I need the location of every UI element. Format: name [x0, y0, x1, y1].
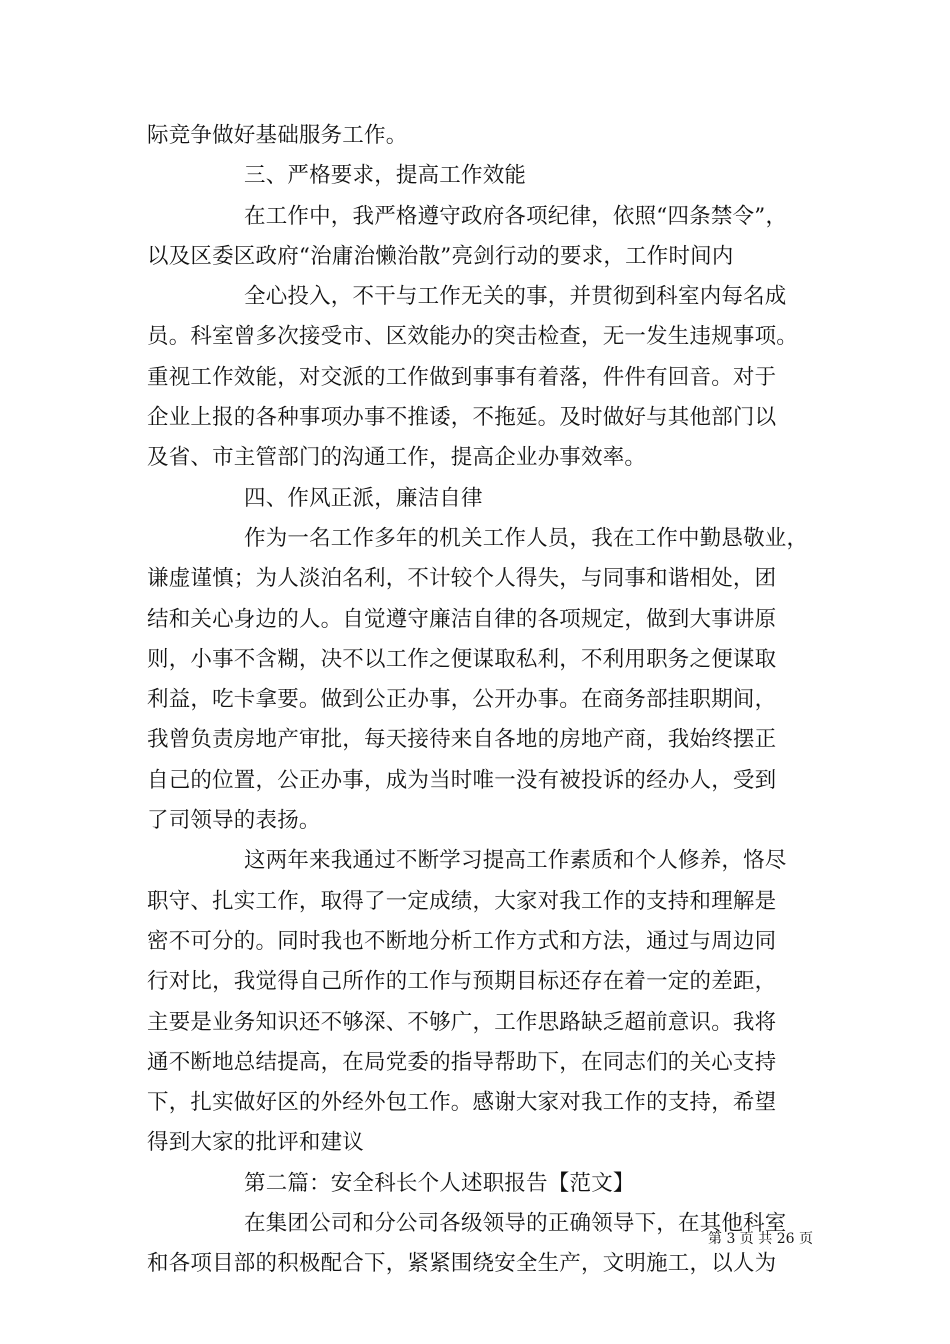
text-line-6: 员。科室曾多次接受市、区效能办的突击检查，无一发生违规事项。 — [147, 324, 799, 350]
text-line-28: 在集团公司和分公司各级领导的正确领导下，在其他科室 — [244, 1211, 787, 1237]
page-number-footer: 第 3 页 共 26 页 — [708, 1231, 813, 1247]
text-line-21: 密不可分的。同时我也不断地分析工作方式和方法，通过与周边同 — [147, 928, 777, 954]
text-line-14: 则，小事不含糊，决不以工作之便谋取私利，不利用职务之便谋取 — [147, 646, 777, 672]
text-line-1: 际竞争做好基础服务工作。 — [147, 123, 408, 148]
text-line-20: 职守、扎实工作，取得了一定成绩，大家对我工作的支持和理解是 — [147, 888, 777, 914]
text-line-23: 主要是业务知识还不够深、不够广，工作思路缺乏超前意识。我将 — [147, 1009, 777, 1035]
text-line-17: 自己的位置，公正办事，成为当时唯一没有被投诉的经办人，受到 — [147, 767, 777, 793]
text-line-26: 得到大家的批评和建议 — [147, 1130, 365, 1156]
text-line-5: 全心投入，不干与工作无关的事，并贯彻到科室内每名成 — [244, 284, 787, 310]
text-line-22: 行对比，我觉得自己所作的工作与预期目标还存在着一定的差距， — [147, 969, 777, 995]
text-line-24: 通不断地总结提高，在局党委的指导帮助下，在同志们的关心支持 — [147, 1049, 777, 1075]
text-line-8: 企业上报的各种事项办事不推诿，不拖延。及时做好与其他部门以 — [147, 405, 777, 431]
text-line-4: 以及区委区政府“治庸治懒治散”亮剑行动的要求，工作时间内 — [147, 243, 734, 269]
text-line-2: 三、严格要求，提高工作效能 — [244, 163, 527, 189]
text-line-29: 和各项目部的积极配合下，紧紧围绕安全生产，文明施工，以人为 — [147, 1251, 777, 1277]
text-line-13: 结和关心身边的人。自觉遵守廉洁自律的各项规定，做到大事讲原 — [147, 606, 777, 632]
text-line-16: 我曾负责房地产审批，每天接待来自各地的房地产商，我始终摆正 — [147, 727, 777, 753]
text-line-18: 了司领导的表扬。 — [147, 808, 321, 834]
text-line-15: 利益，吃卡拿要。做到公正办事，公开办事。在商务部挂职期间， — [147, 687, 777, 713]
text-line-7: 重视工作效能，对交派的工作做到事事有着落，件件有回音。对于 — [147, 364, 777, 390]
text-line-12: 谦虚谨慎；为人淡泊名利，不计较个人得失，与同事和谐相处，团 — [147, 566, 777, 592]
text-line-10: 四、作风正派，廉洁自律 — [244, 485, 483, 511]
text-line-11: 作为一名工作多年的机关工作人员，我在工作中勤恳敬业， — [244, 525, 809, 551]
text-line-19: 这两年来我通过不断学习提高工作素质和个人修养，恪尽 — [244, 848, 787, 874]
text-line-3: 在工作中，我严格遵守政府各项纪律，依照“四条禁令”， — [244, 203, 788, 229]
text-line-25: 下，扎实做好区的外经外包工作。感谢大家对我工作的支持，希望 — [147, 1090, 777, 1116]
text-line-9: 及省、市主管部门的沟通工作，提高企业办事效率。 — [147, 445, 647, 471]
document-body — [147, 116, 812, 1285]
text-line-27: 第二篇：安全科长个人述职报告【范文】 — [244, 1170, 635, 1196]
